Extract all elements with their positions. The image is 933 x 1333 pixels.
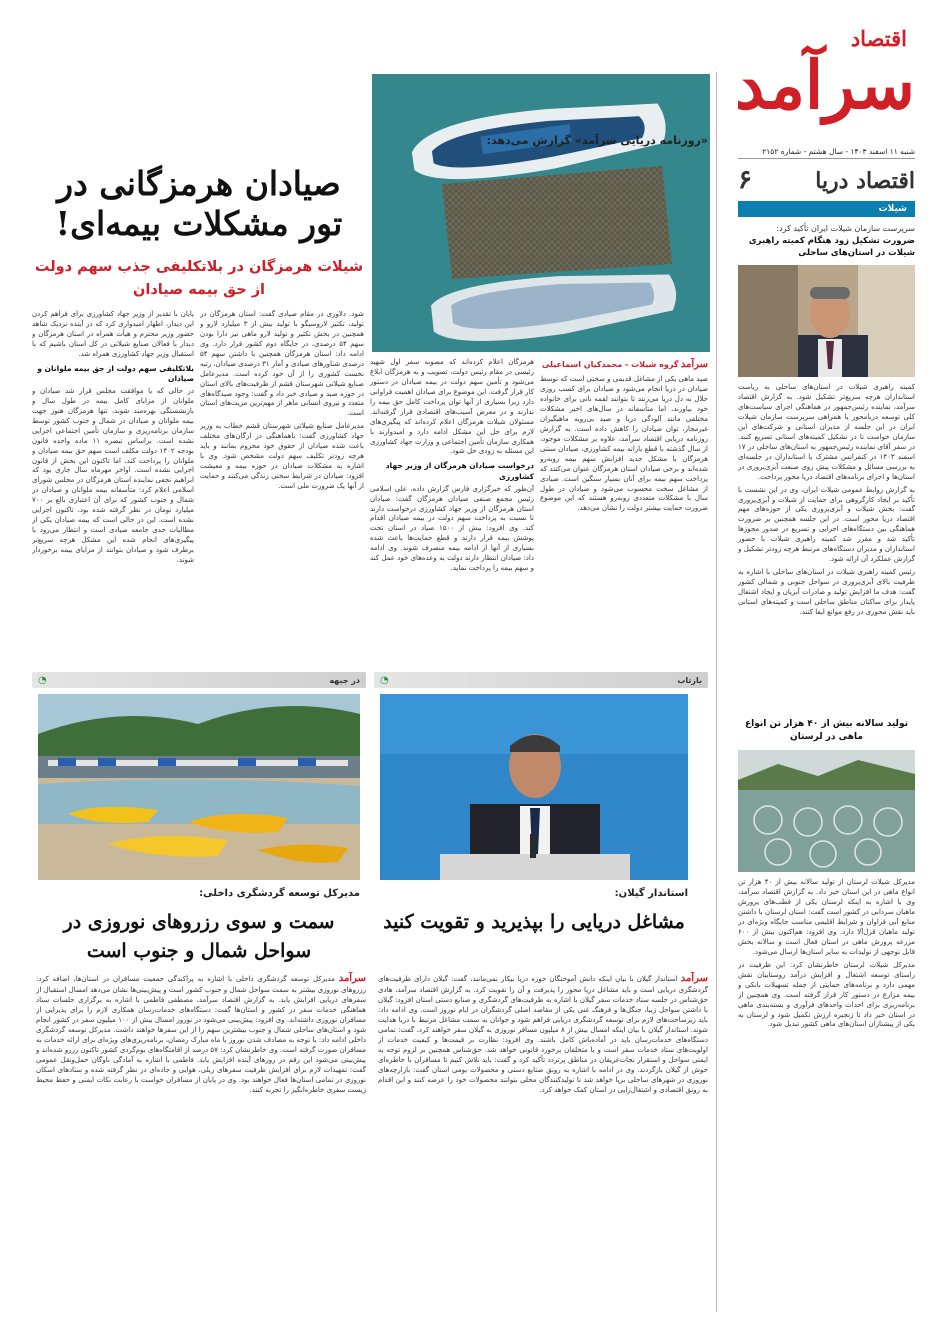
left-paragraph: مدیرکل توسعه گردشگری داخلی با اشاره به پراکندگی جمعیت مسافران در استان‌ها، اضافه کرد: رزروهای نوروزی بیشتر به سمت سواحل شمال و جنوب کشور است و پیش‌بینی‌ها نشان می‌دهد امسال استقبال از سفرهای دریایی افزایش یابد. به گزارش اقتصاد سرآمد، مصطفی فاطمی با اشاره به برگزاری جلسات ستاد هماهنگی خدمات سفر در کشور و استان‌ها گفت: دستگاه‌های خدمات‌رسان همکاری لازم را برای پذیرایی از مسافران نوروزی داشته‌اند. وی افزود: پیش‌بینی می‌شود در نوروز امسال بیش از ۱۰۰ میلیون سفر در کشور انجام شود و استان‌های ساحلی شمال و جنوب بیشترین سهم را از این سفرها خواهند داشت. مدیرکل توسعه گردشگری داخلی ادامه داد: با توجه به مصادف شدن نوروز با ماه مبارک رمضان، برنامه‌ریزی‌های ویژه‌ای برای ارائه خدمات به مسافران صورت گرفته است. وی خاطرنشان کرد: ۵۷ درصد از اقامتگاه‌های بوم‌گردی کشور تاکنون رزرو شده‌اند و پیش‌بینی می‌شود این رقم در روزهای آینده افزایش یابد. فاطمی با اشاره به آمادگی ناوگان حمل‌ونقل عمومی گفت: تمهیدات لازم برای افزایش ظرفیت سفرهای ریلی، هوایی و جاده‌ای در نظر گرفته شده و ستادهای اسکان نوروزی در تمامی استان‌ها فعال خواهند بود. وی در پایان از مسافران خواست با رعایت نکات ایمنی و حفظ محیط زیست سفری خاطره‌انگیز را تجربه کنند. <box>36 975 366 1094</box>
masthead <box>734 14 915 149</box>
sidebar-story2-body <box>738 878 915 1268</box>
sidebar-tag: شیلات <box>738 201 915 217</box>
lead-subhead: شیلات هرمزگان در بلاتکلیفی جذب سهم دولت از حق بیمه صیادان <box>34 259 364 299</box>
lead-paragraph: هرمزگان اعلام کرده‌اند که مصوبه سفر اول شهید رئیسی در مقام رئیس دولت، تصویب و به هرمزگان ابلاغ می‌شود و تأمین سهم دولت در بیمه صیادان در دستور کار قرار گرفت. این موضوع برای صیادان اهمیت فراوانی دارد زیرا بسیاری از آنها توان پرداخت کامل حق بیمه را ندارند و در معرض آسیب‌های اقتصادی قرار گرفته‌اند. مسئولان شیلات هرمزگان اعلام کرده‌اند که پیگیری‌های لازم برای حل این مشکل ادامه دارد و امیدوارند با همکاری سازمان تأمین اجتماعی و وزارت جهاد کشاورزی این مسئله به زودی حل شود. <box>370 358 534 456</box>
section-title: اقتصاد دریا <box>815 168 915 194</box>
sidebar-paragraph: رئیس کمیته راهبری شیلات در استان‌های ساحلی با اشاره به ظرفیت بالای آبزی‌پروری در سواحل جنوبی و شمالی کشور گفت: هدف ما افزایش تولید و صادرات آبزیان و ایجاد اشتغال پایدار برای ساکنان مناطق ساحلی است و کمیته‌های استانی باید نقش محوری در رفع موانع ایفا کنند. <box>738 568 915 616</box>
lead-column-b <box>370 358 534 658</box>
lead-paragraph: آن‌طور که خبرگزاری فارس گزارش داده، علی اسلامی رئیس مجمع صنفی صیادان هرمزگان گفت: صیادان استان هرمزگان از وزیر جهاد کشاورزی درخواست دارند تا نسبت به پرداخت سهم دولت در بیمه صیادان اقدام کند. وی افزود: بیش از ۱۵۰۰ صیاد در استان تحت پوشش بیمه قرار دارند و قطع حمایت‌ها باعث شده بسیاری از آنها از ادامه بیمه منصرف شوند. وی ادامه داد: صیادان انتظار دارند دولت به وعده‌های خود عمل کند و سهم بیمه را پرداخت نماید. <box>370 484 534 573</box>
lead-paragraph: شود. دلاوری در مقام صیادی گفت: استان هرمزگان در تولید، تکثیر لاروسیگو با تولید بیش از ۳ میلیارد لارو و همچنین در بخش تکثیر و تولید لارو ماهی نیز دارا بودن سهم ۵۴ درصدی، در جایگاه دوم کشور قرار دارد. وی ادامه داد: استان هرمزگان همچنین با داشتن سهم ۵۴ درصدی شناورهای صیادی و آمار ۳۱ درصدی صیادان، رتبه نخست کشوری را از آن خود کرده است. مدیرعامل صنایع شیلاتی شهرستان قشم از ظرفیت‌های بالای استان در حوزه صید و صیادی خبر داد و گفت: وجود صیدگاه‌های متعدد و نیروی انسانی ماهر از مهم‌ترین مزیت‌های استان است. <box>200 310 364 418</box>
logo: سرآمد <box>734 46 915 124</box>
left-kicker: مدیرکل توسعه گردشگری داخلی: <box>199 888 360 899</box>
beach-image <box>38 694 360 880</box>
signal-icon: ◔ <box>38 674 47 686</box>
sidebar-headline-text: ضرورت تشکیل زود هنگام کمیته راهبری شیلات در استان‌های ساحلی <box>748 235 915 258</box>
middle-photo <box>380 694 688 880</box>
lead-kicker: «روزنامه دریایی سرآمد» گزارش می‌دهد: <box>486 134 708 147</box>
middle-paragraph: استاندار گیلان با بیان اینکه دانش آموختگان حوزه دریا بیکار نمی‌مانند، گفت: گیلان دارای ظرفیت‌های گردشگری دریایی است و باید مشاغل دریا محور را پذیرفت و آن را تقویت کرد. به گزارش اقتصاد سرآمد، هادی حق‌شناس در جلسه ستاد خدمات سفر گیلان با اشاره به ظرفیت‌های گردشگری و صنایع دستی استان افزود: گیلان با داشتن سواحل زیبا، جنگل‌ها و فرهنگ غنی یکی از مقاصد اصلی گردشگران در ایام نوروز است. وی ادامه داد: باید زیرساخت‌های لازم برای توسعه گردشگری دریایی فراهم شود و جوانان به سمت مشاغل مرتبط با دریا هدایت شوند. استاندار گیلان با بیان اینکه امسال بیش از ۸ میلیون مسافر نوروزی به گیلان سفر خواهند کرد، گفت: تمامی دستگاه‌های خدمات‌رسان باید در آماده‌باش کامل باشند. وی افزود: نظارت بر قیمت‌ها و کیفیت خدمات از اولویت‌های ستاد خدمات سفر است و با متخلفان برخورد قانونی خواهد شد. حق‌شناس همچنین بر لزوم توجه به ایمنی سواحل و استقرار نجات‌غریقان در مناطق پرتردد تأکید کرد و گفت: باید تلاش کنیم تا مسافران با خاطره‌ای خوش از گیلان بازگردند. وی در ادامه با اشاره به رونق صنایع دستی و محصولات بومی استان گفت: بازارچه‌های نوروزی در شهرهای ساحلی برپا خواهد شد تا تولیدکنندگان محلی بتوانند محصولات خود را عرضه کنند و این اقدام به رونق اقتصادی و اشتغال‌زایی در استان کمک خواهد کرد. <box>378 975 708 1094</box>
fish-farm-image <box>738 750 915 872</box>
lead-byline: گروه شیلات - محمدکیان اسماعیلی <box>541 360 679 369</box>
sidebar-headline-lead: سرپرست سازمان شیلات ایران تأکید کرد: <box>776 224 915 233</box>
sidebar <box>728 0 933 1333</box>
boats-aerial-image <box>372 74 710 352</box>
lead-column-b-heading: درخواست صیادان هرمزگان از وزیر جهاد کشاورزی <box>385 461 534 482</box>
lead-paragraph: صید ماهی یکی از مشاغل قدیمی و سختی است که توسط صیادان در دریا انجام می‌شود و صیادان برای کسب روزی حلال به دل دریا می‌زنند تا بتوانند لقمه نانی برای خانواده خود بیاورند، اما متأسفانه در سال‌های اخیر مشکلات مختلفی مانند آلودگی دریا و صید بی‌رویه ماهیگیران غیرمجاز، توان صیادان را کاهش داده است. به گزارش روزنامه دریایی اقتصاد سرآمد، علاوه بر مشکلات موجود، از سال گذشته با قطع یارانه بیمه کشاورزی، صیادان سنتی هرمزگان با مشکل جدید افزایش سهم بیمه روبه‌رو شده‌اند و برخی صیادان استان هرمزگان عنوان می‌کنند که پرداخت سهم بیمه برای آنان بسیار سنگین است. صیادی از مشاغل سخت محسوب می‌شود و صیادان در طول سال با مشکلات متعددی روبه‌رو هستند که این موضوع ضرورت حمایت بیشتر دولت را نشان می‌دهد. <box>540 375 708 513</box>
section-row <box>738 165 915 195</box>
sidebar-headline <box>738 223 915 259</box>
lead-column-c <box>200 310 364 658</box>
signal-icon: ◔ <box>380 674 389 686</box>
sidebar-paragraph: به گزارش روابط عمومی شیلات ایران، وی در این نشست با تأکید بر ایجاد کارگروهی برای حمایت از شیلات و آبزی‌پروری گفت: بخش شیلات و آبزی‌پروری یکی از حوزه‌های مهم اقتصاد دریا محور است. در این جلسه همچنین بر ضرورت هماهنگی بین دستگاه‌های اجرایی و تسریع در صدور مجوزها تأکید شد و مقرر شد کمیته راهبری شیلات با حضور استانداران و مدیران دستگاه‌های مرتبط هرچه زودتر تشکیل و گزارش عملکرد آن ارائه شود. <box>738 485 915 564</box>
lead-paragraph: پایان با تقدیر از وزیر جهاد کشاورزی برای فراهم کردن این دیدار، اظهار امیدواری کرد که در آینده نزدیک شاهد حضور وزیر محترم و هیأت همراه در استان هرمزگان و دیدار با فعالان صنایع شیلاتی در کل استان باشیم که با استقبال وزیر جهاد کشاورزی همراه شد. <box>32 310 194 358</box>
middle-redtag: سرآمد <box>680 973 708 984</box>
page-number: ۶ <box>738 165 752 195</box>
sidebar-story-body <box>738 383 915 708</box>
left-body <box>36 972 366 1307</box>
middle-kicker: استاندار گیلان: <box>614 888 688 899</box>
lead-column-d <box>32 310 194 658</box>
middle-section-bar <box>374 672 708 688</box>
sidebar-fishfarm-photo <box>738 750 915 872</box>
logo-small-text: اقتصاد <box>850 26 907 51</box>
left-section-bar <box>32 672 366 688</box>
governor-image <box>380 694 688 880</box>
sidebar-paragraph: مدیرکل شیلات لرستان خاطرنشان کرد: این ظرفیت در راستای توسعه اشتغال و افزایش درآمد روستاییان نقش مهمی دارد و برنامه‌های حمایتی از جمله تسهیلات بانکی و بیمه مزارع در دستور کار قرار گرفته است. وی همچنین از برنامه‌ریزی برای احداث واحدهای فرآوری و بسته‌بندی ماهی در استان خبر داد تا زنجیره ارزش تکمیل شود و لرستان به یکی از پیشتازان استان‌های ماهی کشور تبدیل شود. <box>738 960 915 1029</box>
lead-column-d-heading: بلاتکلیفی سهم دولت از حق بیمه ملوانان و صیادان <box>37 363 194 384</box>
lead-paragraph: مدیرعامل صنایع شیلاتی شهرستان قشم خطاب به وزیر جهاد کشاورزی گفت: ناهماهنگی در ارگان‌های مختلف باعث شده صیادان از حقوق خود محروم بمانند و باید هرچه زودتر تکلیف سهم دولت مشخص شود. وی با اشاره به مشکلات صیادان در حوزه بیمه و معیشت افزود: صیادان در شرایط سختی زندگی می‌کنند و حمایت از آنها یک ضرورت ملی است. <box>200 422 364 490</box>
lead-redtag: سرآمد <box>680 359 708 370</box>
left-redtag: سرآمد <box>338 973 366 984</box>
middle-section-label: بازتاب <box>677 675 702 685</box>
middle-body <box>378 972 708 1307</box>
lead-photo <box>372 74 710 352</box>
lead-column-a <box>540 358 708 658</box>
sidebar-story2-title: تولید سالانه بیش از ۴۰ هزار تن انواع ماهی در لرستان <box>745 719 908 743</box>
portrait-image <box>738 265 915 377</box>
middle-title: مشاغل دریایی را بپذیرید و تقویت کنید <box>383 911 685 933</box>
sidebar-paragraph: مدیرکل شیلات لرستان از تولید سالانه بیش از ۴۰ هزار تن انواع ماهی در این استان خبر داد. به گزارش اقتصاد سرآمد، وی با اشاره به اینکه لرستان یکی از قطب‌های پرورش ماهیان سردابی در کشور است گفت: استان لرستان با داشتن منابع آبی فراوان و شرایط اقلیمی مناسب جایگاه ویژه‌ای در تولید ماهیان قزل‌آلا دارد. وی افزود: هم‌اکنون بیش از ۶۰۰ مزرعه پرورش ماهی در استان فعال است و سالانه بخش قابل توجهی از تولیدات به سایر استان‌ها ارسال می‌شود. <box>738 878 915 956</box>
lead-headline: صیادان هرمزگانی در تور مشکلات بیمه‌ای! <box>55 164 343 243</box>
left-title: سمت و سوی رزروهای نوروزی در سواحل شمال و جنوب است <box>63 911 335 962</box>
left-section-label: در جبهه <box>329 675 360 685</box>
left-photo <box>38 694 360 880</box>
issue-line: شنبه ۱۱ اسفند ۱۴۰۳ - سال هشتم - شماره ۲۱۵۲ <box>738 147 915 159</box>
sidebar-paragraph: کمیته راهبری شیلات در استان‌های ساحلی به ریاست استانداران هرچه سریع‌تر تشکیل شود. به گزارش اقتصاد سرآمد، نماینده رئیس‌جمهور در هماهنگی اجرای سیاست‌های کلی توسعه دریامحور با همراهی سرپرست سازمان شیلات ایران در این جلسه از مدیران استانی و شرکت‌های این سازمان خواست تا در تشکیل کمیته‌های استانی تسریع کنند. در سفر آقای نماینده رئیس‌جمهور به استان‌های ساحلی در ۱۷ اسفند ۱۴۰۳ در کنفرانس مشترک با استانداران در جلسه‌ای به بررسی مسائل و مشکلات پیش روی صنعت آبزی‌پروری در استان‌ها و اجرای برنامه‌های اقتصاد دریا محور پرداخت. <box>738 383 915 481</box>
column-rule <box>716 72 717 1312</box>
sidebar-portrait-photo <box>738 265 915 377</box>
lead-paragraph: در حالی که با موافقت مجلس قرار شد صیادان و ملوانان از مزایای کامل بیمه در طول سال و بازنشستگی بهره‌مند شوند، تنها هرمزگان هنوز جهت بیمه ملوانان و صیادان در شمال و جنوب کشور توسط سازمان برنامه‌ریزی و سازمان تأمین اجتماعی اجرایی نشده است. براساس تبصره ۱۱ ماده واحده قانون بودجه ۱۴۰۲ دولت مکلف است سهم حق بیمه صیادان و ملوانان را پرداخت کند، اما تاکنون این بخش از قانون اجرایی نشده است. اواخر مهرماه سال جاری بود که ابراهیم نجفی نماینده استان هرمزگان در مجلس شورای اسلامی اعلام کرد: متأسفانه بیمه ملوانان و صیادان در شمال و جنوب کشور که برای آن اعتباری بالغ بر ۷۰۰ میلیارد تومان در نظر گرفته شده بود، تاکنون اجرایی نشده است. این در حالی است که بیمه صیادان یکی از مطالبات جدی جامعه صیادی است و انتظار می‌رود با پیگیری‌های انجام شده این مشکل هرچه سریع‌تر برطرف شود و صیادان بتوانند از مزایای بیمه برخوردار شوند. <box>32 386 194 564</box>
